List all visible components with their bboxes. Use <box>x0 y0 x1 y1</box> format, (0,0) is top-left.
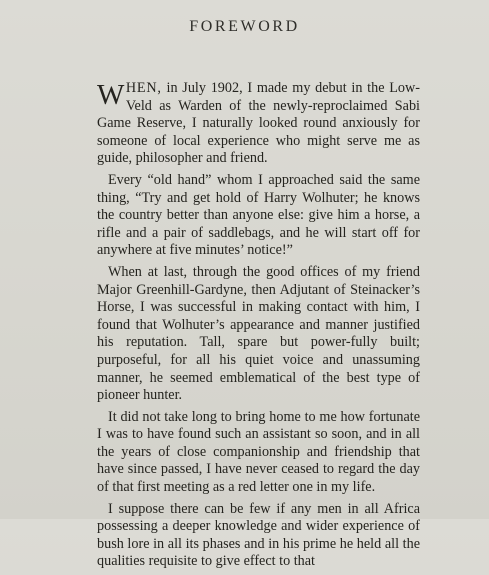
foreword-body <box>97 80 420 575</box>
paragraph-1-text: in July 1902, I made my debut in the Low-Veld as Warden of the newly-reproclaimed Sabi Game Reserve, I naturally looked round anxiously for someone of local experience who might serve me as guide, philosopher and friend. <box>97 80 420 167</box>
page-heading: FOREWORD <box>189 18 300 35</box>
paragraph-1 <box>97 80 420 168</box>
drop-cap: W <box>97 79 125 111</box>
paragraph-2: Every “old hand” whom I approached said the same thing, “Try and get hold of Harry Wolhuter; he knows the country better than anyone else: give him a horse, a rifle and a pair of saddlebags, and he will start off for anywhere at five minutes’ notice!” <box>97 171 420 259</box>
paragraph-3: When at last, through the good offices of my friend Major Greenhill-Gardyne, then Adjutant of Steinacker’s Horse, I was successful in making contact with him, I found that Wolhuter’s appearance and manner justified his reputation. Tall, spare but power-fully built; purposeful, for all his quiet voice and unassuming manner, he seemed emblematical of the best type of pioneer hunter. <box>97 263 420 404</box>
paragraph-5: I suppose there can be few if any men in all Africa possessing a deeper knowledge and wider experience of bush lore in all its phases and in his prime he held all the qualities requisite to give effect to that <box>97 500 420 570</box>
paragraph-1-lead: HEN, <box>125 80 162 96</box>
paragraph-4: It did not take long to bring home to me how fortunate I was to have found such an assistant so soon, and in all the years of close companionship and friendship that have since passed, I have never ceased to regard the day of that first meeting as a red letter one in my life. <box>97 408 420 496</box>
